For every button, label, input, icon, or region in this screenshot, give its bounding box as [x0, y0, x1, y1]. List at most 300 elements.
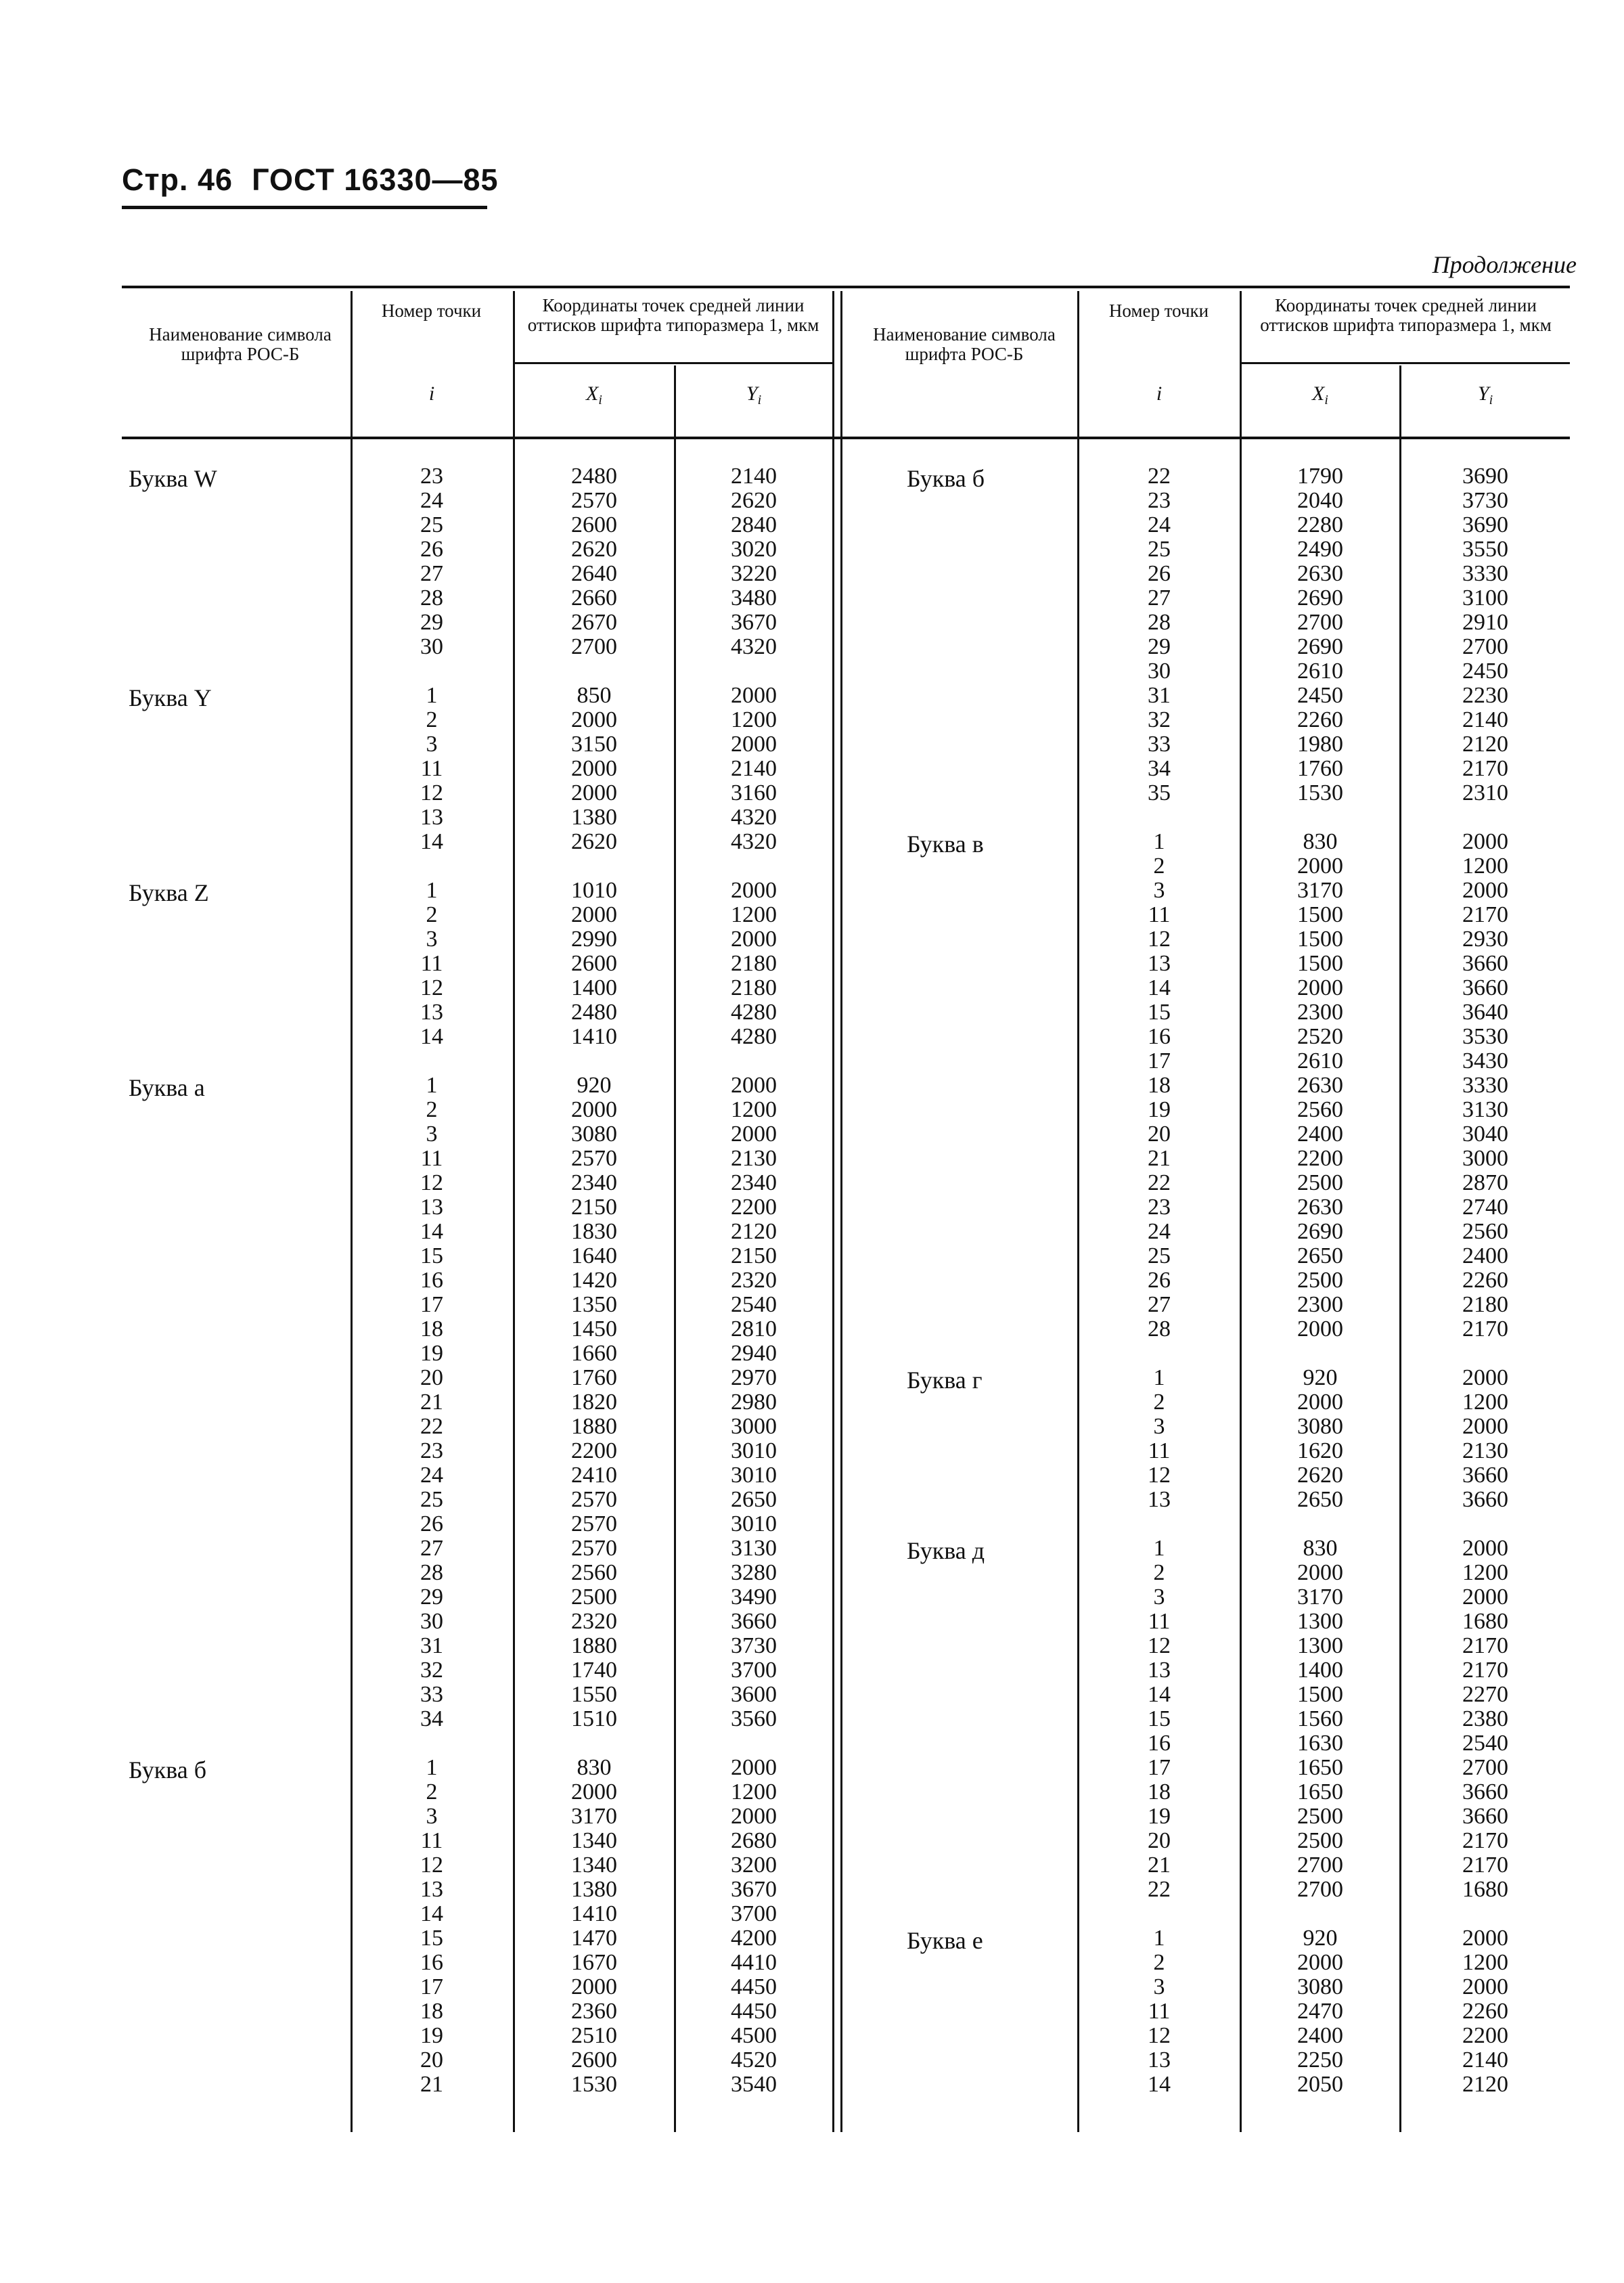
y-coordinate-cell: 2000: [1462, 1926, 1508, 1951]
point-number-cell: 3: [426, 927, 438, 952]
y-coordinate-cell: 2450: [1462, 659, 1508, 684]
point-number-cell: 29: [1148, 634, 1171, 659]
table-row: [0, 1512, 1624, 1536]
i-column-header: i: [428, 382, 435, 405]
x-coordinate-cell: 2640: [571, 561, 617, 586]
point-number-cell: 2: [426, 902, 438, 927]
point-number-cell: 22: [1148, 1877, 1171, 1902]
x-coordinate-cell: 1620: [1297, 1438, 1343, 1463]
table-row: [0, 952, 1624, 976]
x-coordinate-cell: 2630: [1297, 1195, 1343, 1220]
x-coordinate-cell: 1640: [571, 1243, 617, 1268]
x-coordinate-cell: 1630: [1297, 1731, 1343, 1756]
table-row: [0, 781, 1624, 805]
point-number-cell: 12: [1148, 927, 1171, 952]
point-number-cell: 13: [1148, 1658, 1171, 1683]
point-number-cell: 3: [426, 1804, 438, 1829]
x-coordinate-cell: 2400: [1297, 1122, 1343, 1147]
point-number-cell: 3: [1153, 1584, 1165, 1610]
x-coordinate-cell: 2280: [1297, 512, 1343, 537]
y-coordinate-cell: 3480: [731, 585, 777, 611]
x-coordinate-cell: 1400: [571, 975, 617, 1000]
y-coordinate-cell: 3130: [1462, 1097, 1508, 1122]
x-coordinate-cell: 1010: [571, 878, 617, 903]
point-number-cell: 14: [420, 829, 443, 854]
x-coordinate-cell: 1740: [571, 1658, 617, 1683]
point-number-cell: 16: [420, 1950, 443, 1975]
symbol-name: Буква Y: [129, 684, 212, 711]
x-coordinate-cell: 2600: [571, 2047, 617, 2073]
x-coordinate-cell: 1650: [1297, 1779, 1343, 1804]
y-coordinate-cell: 1200: [731, 1097, 777, 1122]
x-coordinate-cell: 920: [577, 1073, 612, 1098]
x-coordinate-cell: 2520: [1297, 1024, 1343, 1049]
point-number-cell: 21: [420, 2072, 443, 2097]
y-coordinate-cell: 2150: [731, 1243, 777, 1268]
x-coordinate-cell: 2560: [1297, 1097, 1343, 1122]
x-coordinate-cell: 1500: [1297, 927, 1343, 952]
point-number-cell: 16: [1148, 1024, 1171, 1049]
y-coordinate-cell: 3660: [1462, 1487, 1508, 1512]
x-coordinate-cell: 2480: [571, 464, 617, 489]
x-coordinate-cell: 2620: [571, 537, 617, 562]
y-coordinate-cell: 2130: [731, 1146, 777, 1171]
y-coordinate-cell: 3660: [1462, 975, 1508, 1000]
table-row: [0, 1488, 1624, 1512]
x-coordinate-cell: 1340: [571, 1853, 617, 1878]
table-row: [0, 1610, 1624, 1634]
x-coordinate-cell: 1500: [1297, 902, 1343, 927]
table-row: [0, 1878, 1624, 1902]
x-coordinate-cell: 2690: [1297, 634, 1343, 659]
y-coordinate-cell: 2120: [731, 1219, 777, 1244]
point-number-cell: 13: [420, 805, 443, 830]
point-number-cell: 11: [1148, 1438, 1171, 1463]
point-number-cell: 30: [1148, 659, 1171, 684]
x-coordinate-cell: 2340: [571, 1170, 617, 1195]
point-number-cell: 11: [1148, 1999, 1171, 2024]
point-number-cell: 15: [420, 1243, 443, 1268]
point-number-cell: 18: [420, 1999, 443, 2024]
y-coordinate-cell: 2170: [1462, 1633, 1508, 1658]
y-coordinate-cell: 2260: [1462, 1268, 1508, 1293]
y-coordinate-cell: 3330: [1462, 1073, 1508, 1098]
y-coordinate-cell: 3670: [731, 1877, 777, 1902]
y-coordinate-cell: 3660: [1462, 1804, 1508, 1829]
table-row: [0, 1000, 1624, 1025]
x-coordinate-cell: 2000: [571, 1974, 617, 1999]
page-number: Стр. 46: [122, 162, 233, 197]
table-row: [0, 1025, 1624, 1049]
y-coordinate-cell: 2000: [731, 732, 777, 757]
point-number-cell: 17: [420, 1292, 443, 1317]
x-coordinate-cell: 1660: [571, 1341, 617, 1366]
x-coordinate-cell: 2150: [571, 1195, 617, 1220]
point-number-cell: 2: [426, 1097, 438, 1122]
x-coordinate-cell: 2500: [1297, 1804, 1343, 1829]
x-coordinate-cell: 2260: [1297, 707, 1343, 732]
y-coordinate-cell: 4410: [731, 1950, 777, 1975]
point-number-column-header: Номер точки: [381, 301, 482, 321]
y-coordinate-cell: 2620: [731, 488, 777, 513]
point-number-cell: 30: [420, 1609, 443, 1634]
x-coordinate-cell: 2570: [571, 1487, 617, 1512]
point-number-cell: 26: [1148, 561, 1171, 586]
x-coordinate-cell: 1650: [1297, 1755, 1343, 1780]
table-row: [0, 513, 1624, 537]
point-number-cell: 21: [420, 1390, 443, 1415]
x-coordinate-cell: 850: [577, 683, 612, 708]
point-number-cell: 2: [1153, 1390, 1165, 1415]
y-coordinate-cell: 2140: [1462, 707, 1508, 732]
table-row: [0, 635, 1624, 659]
point-number-cell: 27: [1148, 1292, 1171, 1317]
x-coordinate-cell: 1880: [571, 1633, 617, 1658]
y-coordinate-cell: 2130: [1462, 1438, 1508, 1463]
x-coordinate-cell: 1880: [571, 1414, 617, 1439]
y-coordinate-cell: 2120: [1462, 732, 1508, 757]
table-row: [0, 1293, 1624, 1317]
y-coordinate-cell: 2000: [1462, 1365, 1508, 1390]
x-coordinate-cell: 1380: [571, 1877, 617, 1902]
x-coordinate-cell: 2700: [571, 634, 617, 659]
point-number-cell: 33: [420, 1682, 443, 1707]
x-coordinate-cell: 2700: [1297, 610, 1343, 635]
point-number-cell: 28: [1148, 1316, 1171, 1342]
x-coordinate-cell: 2500: [1297, 1268, 1343, 1293]
name-column-header: Наименование символа шрифта РОС-Б: [873, 324, 1056, 364]
point-number-cell: 25: [420, 1487, 443, 1512]
y-coordinate-cell: 3490: [731, 1584, 777, 1610]
point-number-cell: 2: [1153, 1950, 1165, 1975]
header-bottom-rule: [122, 437, 1570, 439]
point-number-cell: 11: [1148, 1609, 1171, 1634]
y-coordinate-cell: 1200: [731, 1779, 777, 1804]
table-row: [0, 1585, 1624, 1610]
y-coordinate-cell: 3000: [731, 1414, 777, 1439]
x-coordinate-cell: 2500: [1297, 1828, 1343, 1853]
point-number-cell: 1: [426, 878, 438, 903]
point-number-cell: 26: [1148, 1268, 1171, 1293]
y-coordinate-cell: 2000: [731, 1122, 777, 1147]
table-row: [0, 464, 1624, 489]
point-number-cell: 32: [1148, 707, 1171, 732]
point-number-cell: 14: [420, 1024, 443, 1049]
table-row: [0, 1439, 1624, 1463]
x-coordinate-cell: 1530: [571, 2072, 617, 2097]
point-number-cell: 31: [1148, 683, 1171, 708]
point-number-cell: 23: [1148, 488, 1171, 513]
point-number-cell: 32: [420, 1658, 443, 1683]
point-number-cell: 17: [1148, 1755, 1171, 1780]
y-coordinate-cell: 2140: [731, 464, 777, 489]
y-coordinate-cell: 3730: [731, 1633, 777, 1658]
symbol-name: Буква е: [907, 1927, 983, 1954]
table-row: [0, 1902, 1624, 1926]
y-coordinate-cell: 3540: [731, 2072, 777, 2097]
table-row: [0, 1366, 1624, 1390]
x-coordinate-cell: 1400: [1297, 1658, 1343, 1683]
symbol-name: Буква б: [907, 465, 985, 492]
point-number-cell: 34: [1148, 756, 1171, 781]
table-row: [0, 562, 1624, 586]
continuation-label: Продолжение: [1432, 251, 1577, 278]
y-coordinate-cell: 3600: [731, 1682, 777, 1707]
point-number-cell: 2: [426, 1779, 438, 1804]
y-coordinate-cell: 2180: [731, 975, 777, 1000]
y-coordinate-cell: 3280: [731, 1560, 777, 1585]
y-coordinate-cell: 3020: [731, 537, 777, 562]
point-number-cell: 26: [420, 1511, 443, 1536]
point-number-cell: 24: [420, 488, 443, 513]
table-row: [0, 611, 1624, 635]
point-number-cell: 35: [1148, 780, 1171, 805]
table-row: [0, 1147, 1624, 1171]
table-row: [0, 805, 1624, 830]
y-coordinate-cell: 2870: [1462, 1170, 1508, 1195]
point-number-cell: 15: [1148, 1000, 1171, 1025]
point-number-cell: 33: [1148, 732, 1171, 757]
y-coordinate-cell: 2000: [731, 683, 777, 708]
y-coordinate-cell: 3660: [1462, 951, 1508, 976]
y-coordinate-cell: 2140: [731, 756, 777, 781]
point-number-cell: 3: [426, 1122, 438, 1147]
y-coordinate-cell: 2120: [1462, 2072, 1508, 2097]
x-coordinate-cell: 2000: [571, 780, 617, 805]
table-row: [0, 2048, 1624, 2073]
name-column-header: Наименование символа шрифта РОС-Б: [149, 324, 332, 364]
y-column-header: $Y_i$: [1477, 382, 1493, 407]
table-row: [0, 830, 1624, 854]
x-coordinate-cell: 2200: [571, 1438, 617, 1463]
y-coordinate-cell: 2700: [1462, 1755, 1508, 1780]
y-coordinate-cell: 3560: [731, 1706, 777, 1731]
y-coordinate-cell: 2840: [731, 512, 777, 537]
point-number-cell: 31: [420, 1633, 443, 1658]
y-coordinate-cell: 3660: [1462, 1463, 1508, 1488]
point-number-cell: 16: [420, 1268, 443, 1293]
y-coordinate-cell: 2000: [731, 1755, 777, 1780]
y-coordinate-cell: 2170: [1462, 902, 1508, 927]
table-row: [0, 489, 1624, 513]
x-coordinate-cell: 2510: [571, 2023, 617, 2048]
point-number-cell: 16: [1148, 1731, 1171, 1756]
table-row: [0, 976, 1624, 1000]
x-coordinate-cell: 2040: [1297, 488, 1343, 513]
x-coordinate-cell: 920: [1303, 1926, 1338, 1951]
point-number-cell: 13: [1148, 1487, 1171, 1512]
x-coordinate-cell: 1550: [571, 1682, 617, 1707]
y-coordinate-cell: 4450: [731, 1999, 777, 2024]
table-row: [0, 1658, 1624, 1683]
x-coordinate-cell: 920: [1303, 1365, 1338, 1390]
point-number-cell: 22: [420, 1414, 443, 1439]
x-coordinate-cell: 1420: [571, 1268, 617, 1293]
point-number-cell: 25: [420, 512, 443, 537]
x-coordinate-cell: 2700: [1297, 1877, 1343, 1902]
y-coordinate-cell: 3010: [731, 1463, 777, 1488]
x-coordinate-cell: 3170: [571, 1804, 617, 1829]
y-coordinate-cell: 2540: [731, 1292, 777, 1317]
y-coordinate-cell: 2000: [1462, 1584, 1508, 1610]
i-column-header: i: [1156, 382, 1163, 405]
point-number-cell: 14: [1148, 975, 1171, 1000]
table-row: [0, 1975, 1624, 1999]
table-row: [0, 1536, 1624, 1561]
x-coordinate-cell: 2000: [571, 1779, 617, 1804]
point-number-cell: 24: [1148, 512, 1171, 537]
x-coordinate-cell: 2610: [1297, 659, 1343, 684]
x-coordinate-cell: 2670: [571, 610, 617, 635]
table-row: [0, 1390, 1624, 1415]
y-coordinate-cell: 1200: [1462, 854, 1508, 879]
y-coordinate-cell: 2000: [1462, 1974, 1508, 1999]
y-coordinate-cell: 3550: [1462, 537, 1508, 562]
x-coordinate-cell: 2650: [1297, 1487, 1343, 1512]
table-row: [0, 1804, 1624, 1829]
point-number-cell: 2: [1153, 854, 1165, 879]
coordinates-column-header: Координаты точек средней линии оттисков шрифта типоразмера 1, мкм: [1260, 295, 1552, 335]
x-coordinate-cell: 1500: [1297, 1682, 1343, 1707]
x-coordinate-cell: 2480: [571, 1000, 617, 1025]
y-coordinate-cell: 1200: [1462, 1560, 1508, 1585]
y-coordinate-cell: 3530: [1462, 1024, 1508, 1049]
table-row: [0, 903, 1624, 927]
point-number-cell: 15: [420, 1926, 443, 1951]
point-number-cell: 25: [1148, 537, 1171, 562]
table-row: [0, 1731, 1624, 1756]
point-number-cell: 19: [420, 2023, 443, 2048]
table-row: [0, 757, 1624, 781]
y-coordinate-cell: 3700: [731, 1901, 777, 1926]
y-coordinate-cell: 3220: [731, 561, 777, 586]
y-coordinate-cell: 2680: [731, 1828, 777, 1853]
x-coordinate-cell: 1510: [571, 1706, 617, 1731]
x-coordinate-cell: 2500: [1297, 1170, 1343, 1195]
x-coordinate-cell: 1830: [571, 1219, 617, 1244]
x-coordinate-cell: 2570: [571, 488, 617, 513]
table-row: [0, 1951, 1624, 1975]
point-number-cell: 12: [420, 1853, 443, 1878]
table-row: [0, 927, 1624, 952]
x-coordinate-cell: 1790: [1297, 464, 1343, 489]
y-coordinate-cell: 3700: [731, 1658, 777, 1683]
coordinates-column-header: Координаты точек средней линии оттисков шрифта типоразмера 1, мкм: [527, 295, 819, 335]
symbol-name: Буква в: [907, 830, 984, 858]
point-number-cell: 34: [420, 1706, 443, 1731]
x-coordinate-cell: 1670: [571, 1950, 617, 1975]
y-coordinate-cell: 2320: [731, 1268, 777, 1293]
x-coordinate-cell: 2620: [571, 829, 617, 854]
y-coordinate-cell: 3010: [731, 1438, 777, 1463]
table-row: [0, 1195, 1624, 1220]
x-coordinate-cell: 2620: [1297, 1463, 1343, 1488]
x-coordinate-cell: 2630: [1297, 561, 1343, 586]
y-coordinate-cell: 3430: [1462, 1048, 1508, 1073]
x-coordinate-cell: 2470: [1297, 1999, 1343, 2024]
point-number-cell: 1: [1153, 1365, 1165, 1390]
y-coordinate-cell: 2000: [1462, 878, 1508, 903]
y-coordinate-cell: 4450: [731, 1974, 777, 1999]
y-coordinate-cell: 3200: [731, 1853, 777, 1878]
y-column-header: $Y_i$: [746, 382, 762, 407]
x-coordinate-cell: 2690: [1297, 1219, 1343, 1244]
point-number-cell: 28: [420, 585, 443, 611]
table-row: [0, 1317, 1624, 1342]
y-coordinate-cell: 3130: [731, 1536, 777, 1561]
point-number-cell: 20: [420, 1365, 443, 1390]
point-number-cell: 29: [420, 1584, 443, 1610]
x-coordinate-cell: 3080: [571, 1122, 617, 1147]
y-coordinate-cell: 3660: [731, 1609, 777, 1634]
point-number-cell: 14: [420, 1901, 443, 1926]
x-coordinate-cell: 1350: [571, 1292, 617, 1317]
table-row: [0, 1683, 1624, 1707]
point-number-cell: 1: [426, 1073, 438, 1098]
point-number-cell: 14: [420, 1219, 443, 1244]
y-coordinate-cell: 4200: [731, 1926, 777, 1951]
x-coordinate-cell: 1410: [571, 1901, 617, 1926]
x-coordinate-cell: 2000: [571, 707, 617, 732]
point-number-cell: 13: [1148, 2047, 1171, 2073]
point-number-cell: 30: [420, 634, 443, 659]
y-coordinate-cell: 4320: [731, 805, 777, 830]
y-coordinate-cell: 2740: [1462, 1195, 1508, 1220]
point-number-cell: 28: [1148, 610, 1171, 635]
point-number-cell: 12: [1148, 1463, 1171, 1488]
y-coordinate-cell: 2170: [1462, 1853, 1508, 1878]
point-number-cell: 27: [420, 1536, 443, 1561]
table-row: [0, 1220, 1624, 1244]
y-coordinate-cell: 2260: [1462, 1999, 1508, 2024]
y-coordinate-cell: 2170: [1462, 1316, 1508, 1342]
table-row: [0, 1707, 1624, 1731]
symbol-name: Буква г: [907, 1367, 983, 1394]
point-number-cell: 18: [420, 1316, 443, 1342]
x-coordinate-cell: 2000: [1297, 854, 1343, 879]
table-row: [0, 1049, 1624, 1073]
y-coordinate-cell: 1200: [1462, 1950, 1508, 1975]
coords-header-rule-right: [1242, 362, 1570, 364]
x-coordinate-cell: 2000: [571, 756, 617, 781]
y-coordinate-cell: 2000: [1462, 829, 1508, 854]
x-coordinate-cell: 2700: [1297, 1853, 1343, 1878]
point-number-cell: 19: [420, 1341, 443, 1366]
x-coordinate-cell: 2000: [571, 902, 617, 927]
x-coordinate-cell: 2990: [571, 927, 617, 952]
y-coordinate-cell: 4500: [731, 2023, 777, 2048]
x-coordinate-cell: 3080: [1297, 1974, 1343, 1999]
table-row: [0, 537, 1624, 562]
point-number-cell: 20: [1148, 1828, 1171, 1853]
x-coordinate-cell: 2360: [571, 1999, 617, 2024]
y-coordinate-cell: 2000: [1462, 1536, 1508, 1561]
y-coordinate-cell: 1200: [731, 707, 777, 732]
x-coordinate-cell: 2650: [1297, 1243, 1343, 1268]
y-coordinate-cell: 4280: [731, 1024, 777, 1049]
x-coordinate-cell: 2000: [1297, 1390, 1343, 1415]
point-number-cell: 13: [1148, 951, 1171, 976]
table-row: [0, 1463, 1624, 1488]
point-number-cell: 29: [420, 610, 443, 635]
y-coordinate-cell: 2810: [731, 1316, 777, 1342]
y-coordinate-cell: 2180: [731, 951, 777, 976]
point-number-column-header: Номер точки: [1108, 301, 1209, 321]
y-coordinate-cell: 3330: [1462, 561, 1508, 586]
table-row: [0, 1171, 1624, 1195]
point-number-cell: 3: [1153, 1414, 1165, 1439]
point-number-cell: 24: [1148, 1219, 1171, 1244]
